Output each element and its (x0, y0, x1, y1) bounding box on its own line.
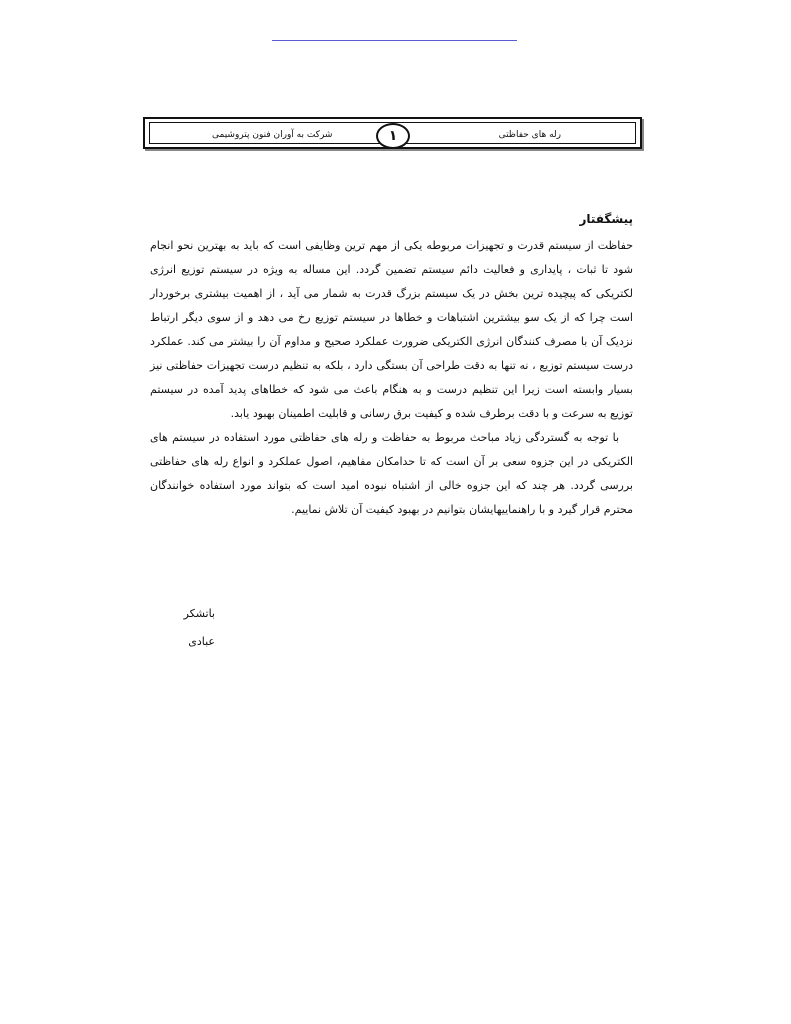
top-link-line (272, 40, 517, 41)
page-number: ۱ (376, 123, 410, 149)
section-title: پیشگفتار (579, 212, 633, 226)
page-header (143, 117, 642, 149)
preface-section (150, 210, 633, 522)
signature-name: عبادی (188, 635, 215, 648)
page-header-inner-border (149, 122, 636, 144)
signature-block (175, 600, 215, 656)
paragraph: با توجه به گستردگی زیاد مباحث مربوط به حفاظت و رله های حفاظتی مورد استفاده در سیستم های الکتریکی در این جزوه سعی بر آن است که تا حدامکان مفاهیم، اصول عملکرد و انواع رله های حفاظتی بررسی گردد. هر چند که این جزوه خالی از اشتباه نبوده امید است که بتواند مورد استفاده خوانندگان محترم قرار گیرد و با راهنماییهایشان بتوانیم در بهبود کیفیت آن تلاش نماییم. (150, 431, 633, 516)
signature-thanks: باتشکر (183, 607, 215, 620)
paragraph: حفاظت از سیستم قدرت و تجهیزات مربوطه یکی از مهم ترین وظایفی است که باید به بهترین نحو انجام شود تا ثبات ، پایداری و فعالیت دائم سیستم تضمین گردد. این مساله به ویژه در سیستم توزیع انرژی لکتریکی که پیچیده ترین بخش در یک سیستم بزرگ قدرت به شمار می آید ، از اهمیت بیشتری برخوردار است چرا که از یک سو بیشترین اشتباهات و خطاها در سیستم توزیع رخ می دهد و از سوی دیگر ارتباط نزدیک آن با مصرف کنندگان انرژی الکتریکی ضرورت عملکرد صحیح و مداوم آن را بیشتر می کند. عملکرد درست سیستم توزیع ، نه تنها به دقت طراحی آن بستگی دارد ، بلکه به تنظیم درست تجهیزات حفاظتی نیز بسیار وابسته است زیرا این تنظیم درست و به هنگام باعث می شود که خطاهای پدید آمده در سیستم توزیع به سرعت و با دقت برطرف شده و کیفیت برق رسانی و قابلیت اطمینان بهبود یابد. (150, 239, 633, 420)
header-document-title: رله های حفاظتی (498, 130, 561, 140)
header-company-name: شرکت به آوران فنون پتروشیمی (212, 130, 333, 140)
